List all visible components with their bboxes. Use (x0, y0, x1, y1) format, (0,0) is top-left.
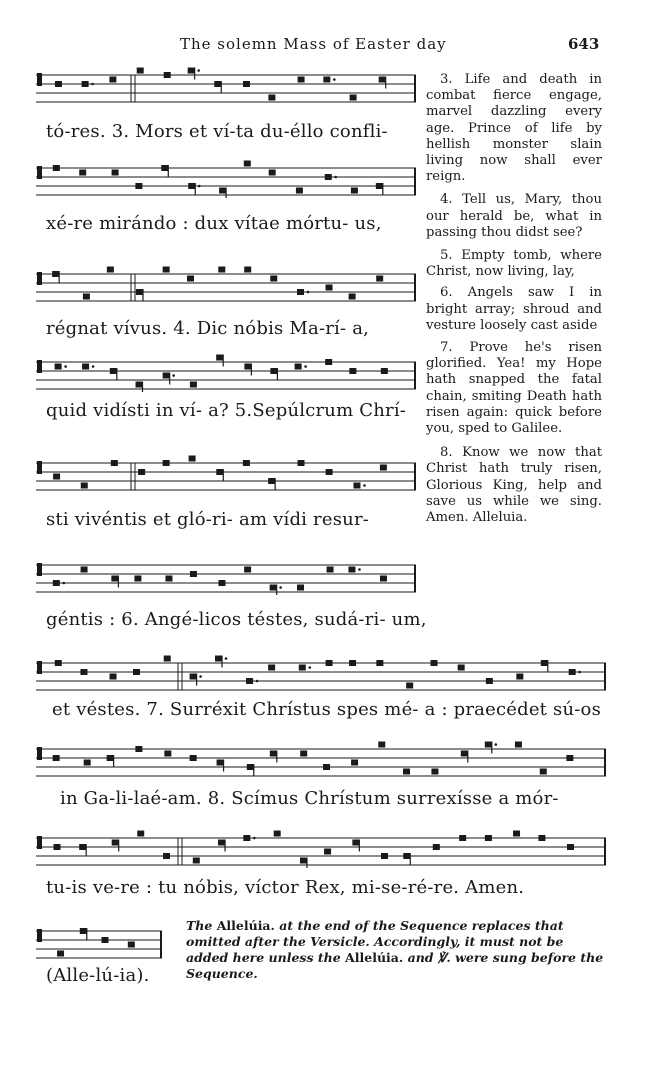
chant-staff-icon (36, 150, 416, 198)
running-title: The solemn Mass of Easter day (180, 35, 447, 53)
lyric-line: régnat vívus. 4. Dic nóbis Ma-rí- a, (46, 318, 370, 339)
chant-staff-icon (36, 252, 416, 304)
chant-staff-3 (36, 252, 416, 304)
chant-staff-icon (36, 627, 606, 693)
translation-column (426, 72, 602, 526)
chant-staff-5 (36, 427, 416, 493)
chant-staff-8 (36, 727, 606, 779)
translation-verse: 4. Tell us, Mary, thou our herald be, what in passing thou didst see? (426, 192, 602, 240)
lyric-line: quid vidísti in ví- a? 5.Sepúlcrum Chrí- (46, 400, 407, 421)
lyric-line: in Ga-li-laé-am. 8. Scímus Chrístum surrexísse a mór- (60, 788, 559, 809)
chant-staff-7 (36, 627, 606, 693)
lyric-line: sti vivéntis et gló-ri- am vídi resur- (46, 509, 370, 530)
lyric-line: géntis : 6. Angé-licos téstes, sudá-ri- um, (46, 609, 427, 630)
chant-staff-icon (36, 545, 416, 595)
chant-staff-icon (36, 346, 416, 392)
translation-verse: 6. Angels saw I in bright array; shroud and vesture loosely cast aside (426, 285, 602, 333)
translation-verse: 5. Empty tomb, where Christ, now living, lay, (426, 248, 602, 280)
lyric-line: tu-is ve-re : tu nóbis, víctor Rex, mi-se-ré-re. Amen. (46, 877, 525, 898)
rubric-note (186, 918, 606, 982)
rubric-alleluia: Allelúia. (345, 950, 404, 965)
lyric-line: xé-re mirándo : dux vítae mórtu- us, (46, 213, 382, 234)
rubric-text: The (186, 918, 213, 933)
rubric-text: and ℣. were sung before the Sequence. (186, 950, 604, 981)
chant-staff-icon (36, 65, 416, 105)
page-number: 643 (568, 35, 600, 53)
chant-staff-icon (36, 822, 606, 868)
page-header (0, 35, 661, 57)
rubric-alleluia: Allelúia. (216, 918, 275, 933)
chant-staff-4 (36, 346, 416, 392)
lyric-line: (Alle-lú-ia). (46, 965, 150, 986)
translation-verse: 3. Life and death in combat fierce engage, marvel dazzling every age. Prince of life by hellish monster slain living now shall ever reign. (426, 72, 602, 185)
lyric-line: tó-res. 3. Mors et ví-ta du-éllo confli- (46, 121, 388, 142)
chant-staff-9 (36, 822, 606, 868)
chant-staff-2 (36, 150, 416, 198)
translation-verse: 8. Know we now that Christ hath truly risen, Glorious King, help and save us while we sing. Amen. Alleluia. (426, 445, 602, 526)
chant-staff-icon (36, 727, 606, 779)
rubric-text: at the end of the Sequence replaces that omitted after the Versicle. Accordingly, it must not be added here unless the (186, 918, 564, 965)
translation-verse: 7. Prove he's risen glorified. Yea! my Hope hath snapped the fatal chain, smiting Death hath risen again: quick before you, sped to Galilee. (426, 340, 602, 437)
chant-staff-icon (36, 905, 162, 961)
chant-staff-icon (36, 427, 416, 493)
lyric-line: et véstes. 7. Surréxit Chrístus spes mé- a : praecédet sú-os (52, 699, 602, 720)
chant-staff-10 (36, 905, 162, 961)
chant-staff-1 (36, 65, 416, 105)
chant-staff-6 (36, 545, 416, 595)
